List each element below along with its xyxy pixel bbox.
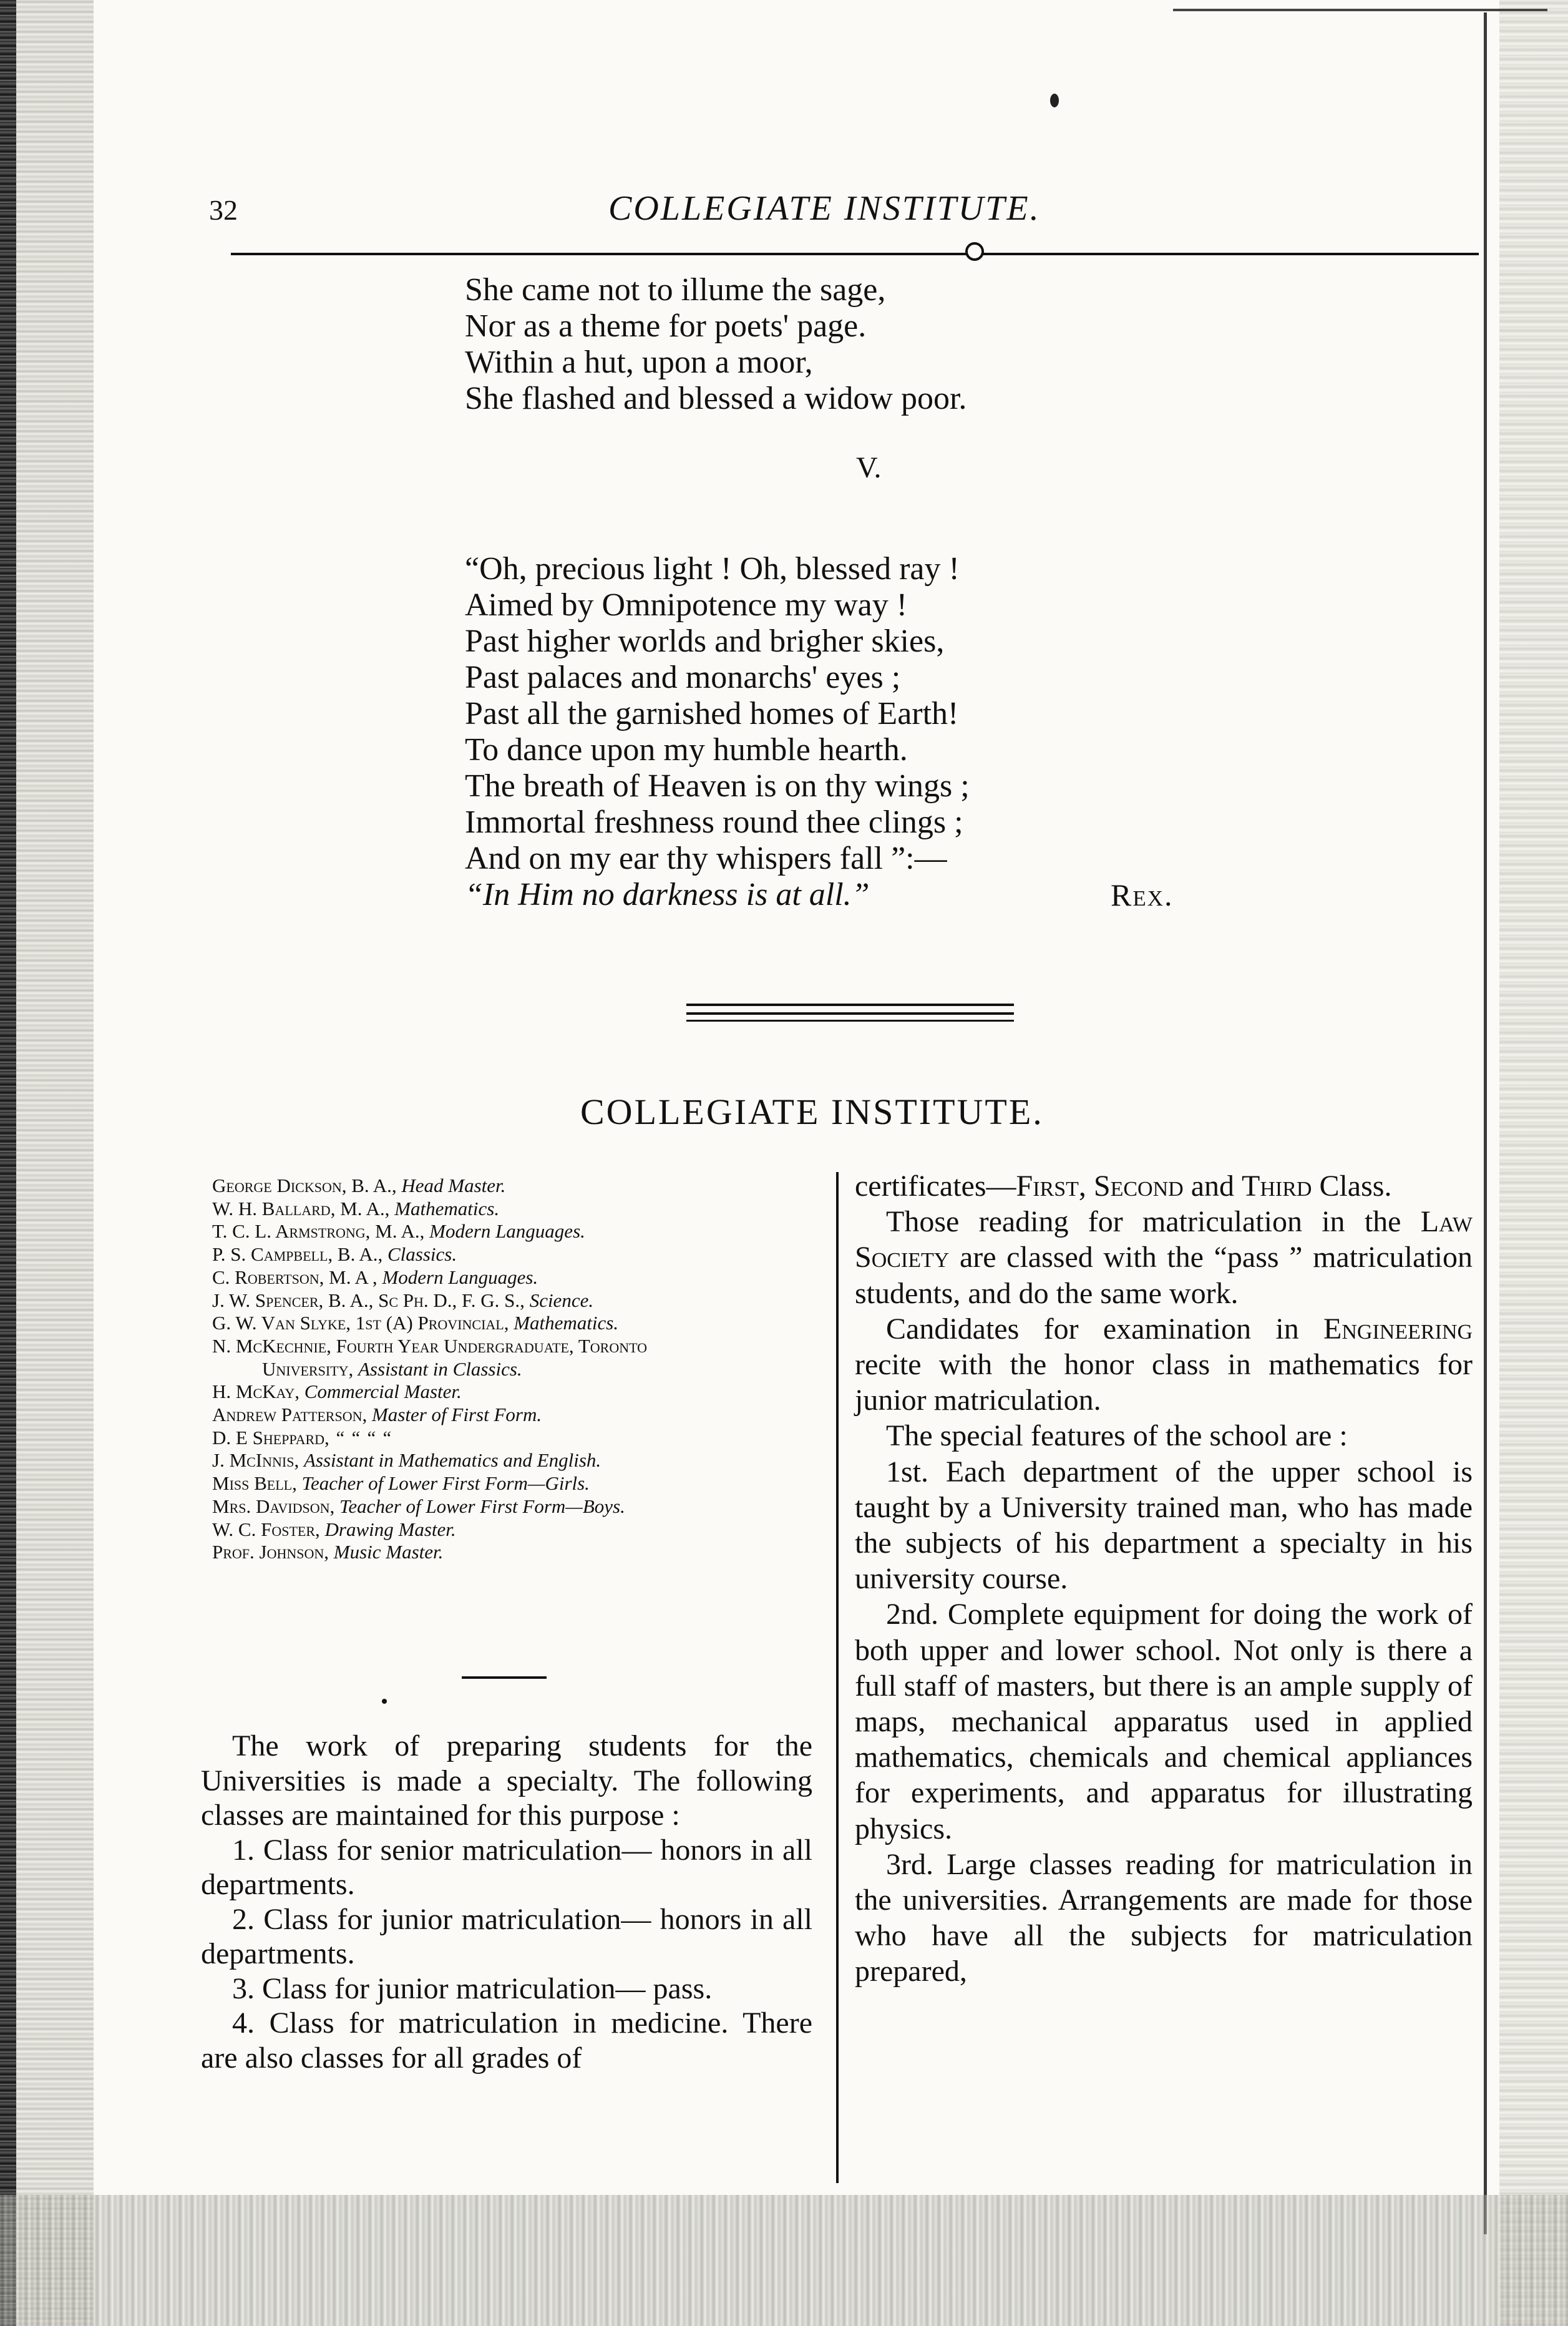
staff-role: Commercial Master. [304,1380,462,1403]
feature-second: 2nd. Complete equipment for doing the work of both upper and lower school. Not only is there a full staff of masters, but there is an ample supply of maps, mechanical apparatus used in applied mathematics, chemicals and chemical appliances for experiments, and apparatus for illustrating physics. [855,1598,1473,1845]
staff-name: George Dickson, B. A., [212,1175,402,1196]
staff-name: University, [262,1357,358,1380]
staff-name: W. H. Ballard, M. A., [212,1197,395,1219]
staff-name: Miss Bell, [212,1472,302,1495]
staff-entry [212,1220,647,1243]
text-run: Those reading for matriculation in the [886,1205,1421,1239]
staff-role: Assistant in Mathematics and English. [303,1449,601,1472]
staff-name: D. E Sheppard, [212,1426,334,1449]
staff-name: H. McKay, [212,1380,304,1403]
page-edge-line [1484,12,1487,2234]
staff-entry [212,1335,647,1358]
staff-entry [212,1266,647,1289]
staff-name: N. McKechnie, Fourth Year Undergraduate, Toronto [212,1334,648,1357]
poem-line: Past higher worlds and brigher skies, [465,623,945,659]
staff-entry [212,1175,647,1198]
column-divider [836,1172,839,2183]
print-speck [382,1699,387,1704]
scan-edge-right [1499,0,1568,2326]
page-top-edge [1173,9,1547,11]
staff-entry [212,1427,647,1450]
staff-name: W. C. Foster, [212,1518,325,1540]
intro-paragraph: The work of preparing students for the Universities is made a specialty. The following classes are maintained for this purpose : [201,1729,812,1832]
staff-role: Music Master. [333,1541,444,1563]
staff-role: Mathematics. [394,1197,500,1219]
staff-name: C. Robertson, M. A , [212,1266,382,1288]
scan-binding-shadow [0,0,16,2326]
staff-name: T. C. L. Armstrong, M. A., [212,1220,430,1243]
features-intro: The special features of the school are : [886,1419,1348,1453]
certificate-first: First [1016,1170,1079,1203]
poem-signature: Rex. [1111,877,1174,912]
staff-role: Mathematics. [514,1312,619,1334]
section-title: COLLEGIATE INSTITUTE. [580,1092,1044,1132]
class-item: 1. Class for senior matriculation— honors in all departments. [201,1833,812,1901]
poem-line: To dance upon my humble hearth. [465,732,908,768]
staff-role: Classics. [387,1243,457,1266]
engineering-paragraph [855,1311,1473,1419]
staff-name: P. S. Campbell, B. A., [212,1243,387,1266]
staff-list [212,1175,647,1564]
staff-entry [212,1541,647,1564]
ink-blot [1050,94,1059,107]
text-run: certificates— [855,1170,1016,1203]
header-ornament [965,242,984,261]
poem-stanza-v [465,551,970,913]
staff-role: Head Master. [401,1175,506,1196]
feature-third: 3rd. Large classes reading for matriculation in the universities. Arrangements are made for those who have all the subjects for matriculation prepared, [855,1847,1473,1988]
staff-entry [212,1358,647,1381]
poem-line: Past all the garnished homes of Earth! [465,696,959,731]
staff-entry [212,1518,647,1542]
staff-role: Modern Languages. [382,1266,538,1288]
poem-line: The breath of Heaven is on thy wings ; [465,768,970,804]
poem-line: She flashed and blessed a widow poor. [465,381,967,416]
text-run: are classed with the “pass ” matriculation students, and do the same work. [855,1241,1473,1310]
poem-line: Aimed by Omnipotence my way ! [465,587,908,623]
section-divider [686,1004,1014,1006]
staff-name: J. McInnis, [212,1449,304,1472]
left-column [201,1729,812,2075]
poem-line: And on my ear thy whispers fall ”:— [465,841,947,876]
text-run: , [1078,1170,1094,1203]
staff-role: “ “ “ “ [334,1426,392,1449]
staff-entry [212,1312,647,1335]
certificates-paragraph [855,1168,1473,1204]
staff-name: Prof. Johnson, [212,1541,334,1563]
staff-entry [212,1289,647,1312]
poem-line: Nor as a theme for poets' page. [465,308,867,344]
text-run: Class. [1312,1170,1392,1203]
section-divider [686,1012,1014,1015]
page-number: 32 [209,194,238,226]
staff-entry [212,1472,647,1495]
poem-line: Past palaces and monarchs' eyes ; [465,660,901,695]
class-item: 2. Class for junior matriculation— honors in all departments. [201,1902,812,1970]
staff-list-rule [462,1676,547,1679]
right-column [855,1168,1473,1990]
poem-line: Immortal freshness round thee clings ; [465,804,963,840]
staff-entry [212,1198,647,1221]
certificate-third: Third [1242,1170,1312,1203]
certificate-second: Second [1093,1170,1184,1203]
staff-role: Master of First Form. [371,1404,542,1426]
text-run: and [1183,1170,1242,1203]
poem-line: She came not to illume the sage, [465,272,886,308]
staff-role: Drawing Master. [324,1518,456,1540]
law-society-term: Law Society [855,1205,1473,1274]
staff-name: Andrew Patterson, [212,1404,372,1426]
staff-name: Mrs. Davidson, [212,1495,340,1517]
header-rule [231,253,1479,255]
poem-stanza-end [465,272,967,417]
poem-last-line: “In Him no darkness is at all.” [465,877,870,912]
staff-entry [212,1449,647,1472]
class-item: 4. Class for matriculation in medicine. There are also classes for all grades of [201,2006,812,2074]
poem-line: “Oh, precious light ! Oh, blessed ray ! [465,551,960,587]
staff-role: Modern Languages. [429,1220,585,1243]
staff-role: Science. [529,1289,594,1311]
staff-role: Teacher of Lower First Form—Girls. [301,1472,590,1495]
stanza-numeral: V. [856,451,882,484]
class-item: 3. Class for junior matriculation— pass. [232,1972,713,2005]
staff-name: J. W. Spencer, B. A., Sc Ph. D., F. G. S., [212,1289,530,1311]
staff-entry [212,1404,647,1427]
staff-entry [212,1495,647,1518]
scan-edge-bottom [0,2195,1568,2326]
engineering-term: Engineering [1323,1312,1473,1346]
section-divider [686,1020,1014,1022]
staff-entry [212,1380,647,1404]
text-run: Candidates for examination in [886,1312,1324,1346]
feature-first: 1st. Each department of the upper school is taught by a University trained man, who has made the subjects of his department a specialty in his university course. [855,1455,1473,1596]
poem-line: Within a hut, upon a moor, [465,345,813,380]
staff-role: Teacher of Lower First Form—Boys. [339,1495,625,1517]
staff-role: Assistant in Classics. [358,1357,522,1380]
text-run: recite with the honor class in mathematics for junior matriculation. [855,1348,1473,1417]
staff-entry [212,1243,647,1266]
law-society-paragraph [855,1204,1473,1311]
staff-name: G. W. Van Slyke, 1st (A) Provincial, [212,1312,514,1334]
running-title: COLLEGIATE INSTITUTE. [608,189,1041,228]
